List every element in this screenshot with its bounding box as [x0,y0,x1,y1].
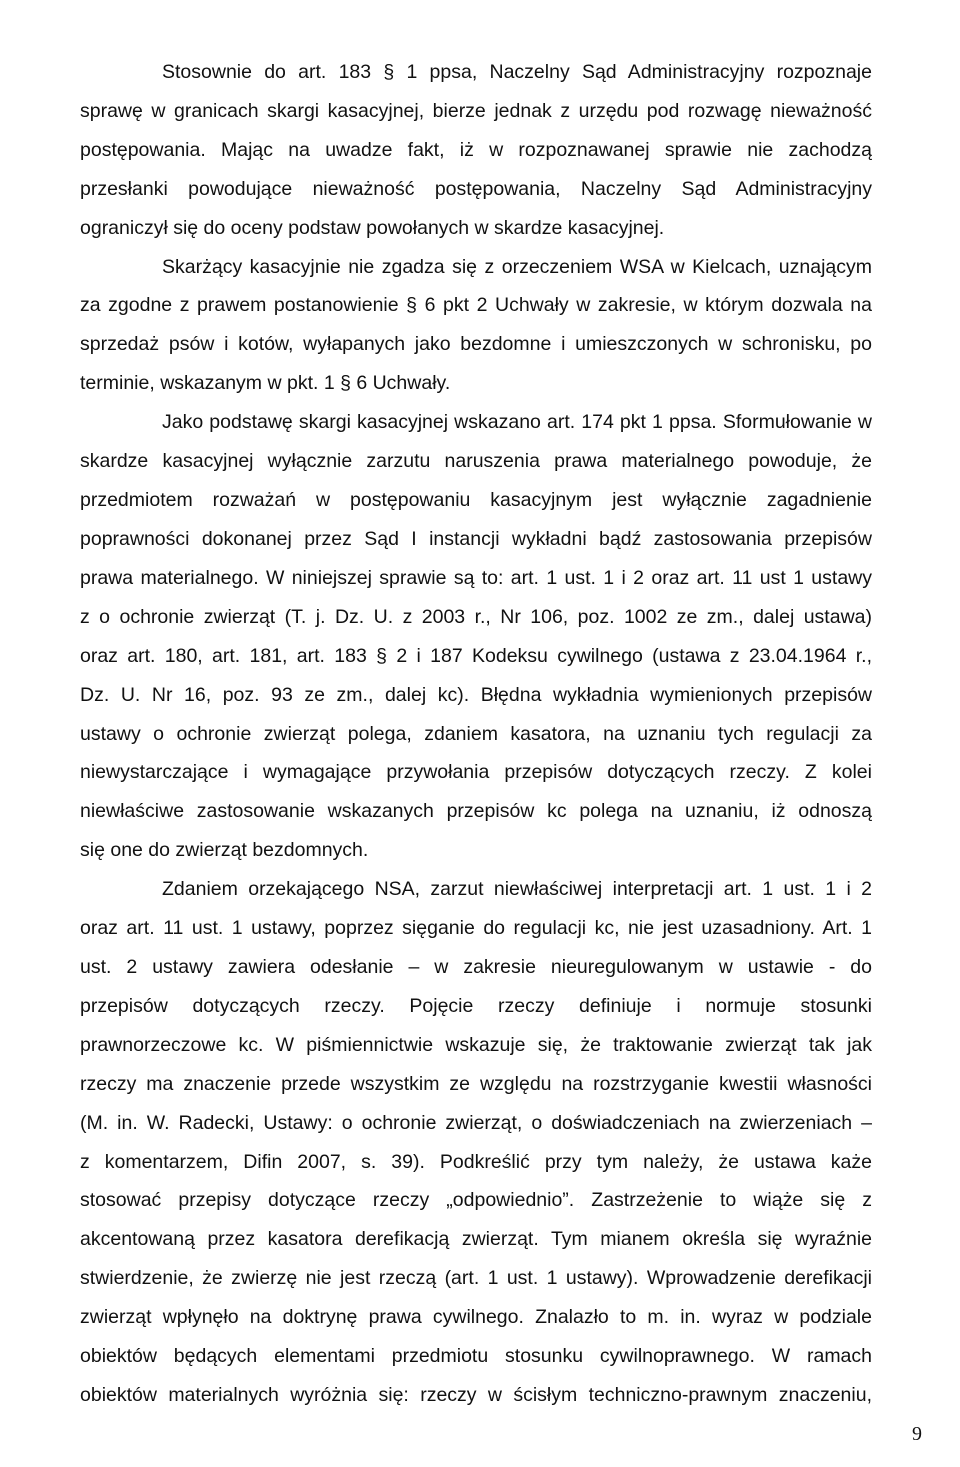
text-line: ustawy o ochronie zwierząt polega, zdaniem kasatora, na uznaniu tych regulacji za [80,723,872,745]
page-number: 9 [912,1423,922,1445]
text-line: (M. in. W. Radecki, Ustawy: o ochronie zwierząt, o doświadczeniach na zwierzeniach – [80,1112,872,1134]
text-line: zwierząt wpłynęło na doktrynę prawa cywilnego. Znalazło to m. in. wyraz w podziale [80,1306,872,1328]
text-line: prawa materialnego. W niniejszej sprawie są to: art. 1 ust. 1 i 2 oraz art. 11 ust 1 ustawy [80,567,872,589]
text-line: skardze kasacyjnej wyłącznie zarzutu naruszenia prawa materialnego powoduje, że [80,450,872,472]
text-line: akcentowaną przez kasatora derefikacją zwierząt. Tym mianem określa się wyraźnie [80,1228,872,1250]
text-line: Zdaniem orzekającego NSA, zarzut niewłaściwej interpretacji art. 1 ust. 1 i 2 [162,878,872,900]
text-line: niewłaściwe zastosowanie wskazanych przepisów kc polega na uznaniu, iż odnoszą [80,800,872,822]
text-line: rzeczy ma znaczenie przede wszystkim ze względu na rozstrzyganie kwestii własności [80,1073,872,1095]
text-line: terminie, wskazanym w pkt. 1 § 6 Uchwały. [80,372,451,394]
text-line: z o ochronie zwierząt (T. j. Dz. U. z 2003 r., Nr 106, poz. 1002 ze zm., dalej ustawa) [80,606,872,628]
text-line: Jako podstawę skargi kasacyjnej wskazano art. 174 pkt 1 ppsa. Sformułowanie w [162,411,872,433]
text-line: przedmiotem rozważań w postępowaniu kasacyjnym jest wyłącznie zagadnienie [80,489,872,511]
text-line: Dz. U. Nr 16, poz. 93 ze zm., dalej kc). Błędna wykładnia wymienionych przepisów [80,684,872,706]
text-line: sprzedaż psów i kotów, wyłapanych jako bezdomne i umieszczonych w schronisku, po [80,333,872,355]
text-line: sprawę w granicach skargi kasacyjnej, bierze jednak z urzędu pod rozwagę nieważność [80,100,872,122]
text-line: oraz art. 180, art. 181, art. 183 § 2 i 187 Kodeksu cywilnego (ustawa z 23.04.1964 r., [80,645,872,667]
text-line: ust. 2 ustawy zawiera odesłanie – w zakresie nieuregulowanym w ustawie - do [80,956,872,978]
text-line: postępowania. Mając na uwadze fakt, iż w rozpoznawanej sprawie nie zachodzą [80,139,872,161]
text-line: Skarżący kasacyjnie nie zgadza się z orzeczeniem WSA w Kielcach, uznającym [162,256,872,278]
text-line: za zgodne z prawem postanowienie § 6 pkt 2 Uchwały w zakresie, w którym dozwala na [80,294,872,316]
text-line: stwierdzenie, że zwierzę nie jest rzeczą (art. 1 ust. 1 ustawy). Wprowadzenie derefikacji [80,1267,872,1289]
text-line: prawnorzeczowe kc. W piśmiennictwie wskazuje się, że traktowanie zwierząt tak jak [80,1034,872,1056]
text-line: niewystarczające i wymagające przywołania przepisów dotyczących rzeczy. Z kolei [80,761,872,783]
text-line: przepisów dotyczących rzeczy. Pojęcie rzeczy definiuje i normuje stosunki [80,995,872,1017]
text-line: oraz art. 11 ust. 1 ustawy, poprzez sięganie do regulacji kc, nie jest uzasadniony. Art. 1 [80,917,872,939]
text-line: poprawności dokonanej przez Sąd I instancji wykładni bądź zastosowania przepisów [80,528,872,550]
text-line: obiektów będących elementami przedmiotu stosunku cywilnoprawnego. W ramach [80,1345,872,1367]
text-line: obiektów materialnych wyróżnia się: rzeczy w ścisłym techniczno-prawnym znaczeniu, [80,1384,872,1406]
text-line: Stosownie do art. 183 § 1 ppsa, Naczelny Sąd Administracyjny rozpoznaje [162,61,872,83]
text-line: ograniczył się do oceny podstaw powołanych w skardze kasacyjnej. [80,217,665,239]
text-line: się one do zwierząt bezdomnych. [80,839,369,861]
text-line: z komentarzem, Difin 2007, s. 39). Podkreślić przy tym należy, że ustawa każe [80,1151,872,1173]
text-line: stosować przepisy dotyczące rzeczy „odpowiednio”. Zastrzeżenie to wiąże się z [80,1189,872,1211]
text-line: przesłanki powodujące nieważność postępowania, Naczelny Sąd Administracyjny [80,178,872,200]
